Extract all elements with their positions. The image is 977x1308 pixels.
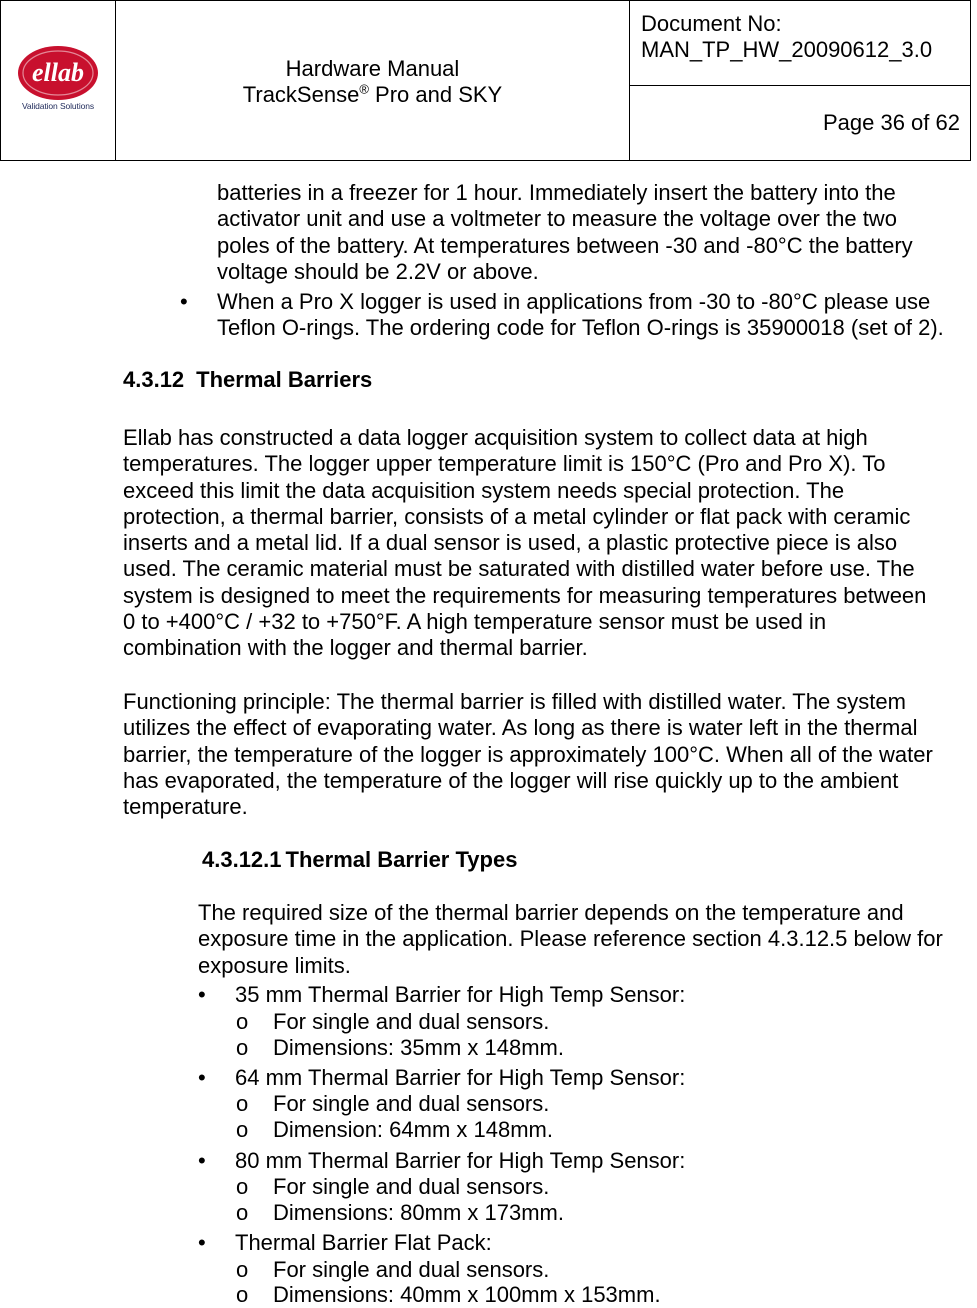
intro-line: poles of the battery. At temperatures between -30 and -80°C the battery <box>217 232 913 258</box>
sub-bullet-glyph: o <box>236 1174 249 1199</box>
sub-bullet-glyph: o <box>236 1009 249 1034</box>
logo-wordmark: ellab <box>32 58 84 87</box>
list-item: 80 mm Thermal Barrier for High Temp Sensor: <box>235 1148 686 1173</box>
sub-bullet-glyph: o <box>236 1035 249 1060</box>
page-header <box>0 0 971 161</box>
sub-bullet-glyph: o <box>236 1200 249 1225</box>
intro-line: voltage should be 2.2V or above. <box>217 258 539 284</box>
title-line-2: TrackSense® Pro and SKY <box>242 81 503 107</box>
list-subitem: Dimensions: 40mm x 100mm x 153mm. <box>273 1282 661 1307</box>
docno-label: Document No: <box>641 11 782 36</box>
functioning-principle: Functioning principle: The thermal barrier is filled with distilled water. The system utilizes the effect of evaporating water. As long as there is water left in the thermal barrier, the temperature of the logger is approximately 100°C. When all of the water has evaporated, the temperature of the logger will rise quickly up to the ambient temperature. <box>123 689 933 820</box>
list-subitem: For single and dual sensors. <box>273 1091 550 1116</box>
bullet-glyph: • <box>198 1230 206 1255</box>
subsection-number: 4.3.12.1 <box>202 847 282 872</box>
teflon-bullet-text: When a Pro X logger is used in applications from -30 to -80°C please use Teflon O-rings. The ordering code for Teflon O-rings is 35900018 (set of 2). <box>217 289 944 341</box>
logo-tagline: Validation Solutions <box>21 101 95 111</box>
document-title <box>116 1 630 161</box>
subsection-title: Thermal Barrier Types <box>285 847 518 872</box>
sub-bullet-glyph: o <box>236 1091 249 1116</box>
sub-bullet-glyph: o <box>236 1282 249 1307</box>
title-line-1: Hardware Manual <box>285 55 460 81</box>
list-item: 35 mm Thermal Barrier for High Temp Sensor: <box>235 982 686 1007</box>
bullet-glyph: • <box>198 1065 206 1090</box>
bullet-glyph: • <box>180 289 188 314</box>
section-title: Thermal Barriers <box>196 367 373 392</box>
sub-bullet-glyph: o <box>236 1117 249 1142</box>
bullet-glyph: • <box>198 1148 206 1173</box>
types-intro: The required size of the thermal barrier depends on the temperature and exposure time in the application. Please reference section 4.3.12.5 below for exposure limits. <box>198 900 943 978</box>
list-subitem: Dimensions: 35mm x 148mm. <box>273 1035 564 1060</box>
list-subitem: For single and dual sensors. <box>273 1257 550 1282</box>
ellab-logo <box>15 44 101 114</box>
section-number: 4.3.12 <box>123 367 185 392</box>
list-subitem: Dimensions: 80mm x 173mm. <box>273 1200 564 1225</box>
bullet-glyph: • <box>198 982 206 1007</box>
docno-value: MAN_TP_HW_20090612_3.0 <box>641 37 933 62</box>
sub-bullet-glyph: o <box>236 1257 249 1282</box>
intro-continuation <box>217 180 913 285</box>
document-number <box>630 1 971 86</box>
thermal-barrier-description: Ellab has constructed a data logger acquisition system to collect data at high temperatures. The logger upper temperature limit is 150°C (Pro and Pro X). To exceed this limit the data acquisition system needs special protection. The protection, a thermal barrier, consists of a metal cylinder or flat pack with ceramic inserts and a metal lid. If a dual sensor is used, a plastic protective piece is also used. The ceramic material must be saturated with distilled water before use. The system is designed to meet the requirements for measuring temperatures between 0 to +400°C / +32 to +750°F. A high temperature sensor must be used in combination with the logger and thermal barrier. <box>123 425 927 661</box>
section-heading <box>123 367 372 393</box>
intro-line: activator unit and use a voltmeter to measure the voltage over the two <box>217 206 897 232</box>
page-number: Page 36 of 62 <box>630 86 971 161</box>
subsection-heading <box>202 847 517 873</box>
list-subitem: Dimension: 64mm x 148mm. <box>273 1117 553 1142</box>
intro-line: batteries in a freezer for 1 hour. Immediately insert the battery into the <box>217 180 896 205</box>
logo-cell <box>1 1 116 161</box>
list-subitem: For single and dual sensors. <box>273 1174 550 1199</box>
list-item: Thermal Barrier Flat Pack: <box>235 1230 492 1255</box>
list-subitem: For single and dual sensors. <box>273 1009 550 1034</box>
list-item: 64 mm Thermal Barrier for High Temp Sensor: <box>235 1065 686 1090</box>
